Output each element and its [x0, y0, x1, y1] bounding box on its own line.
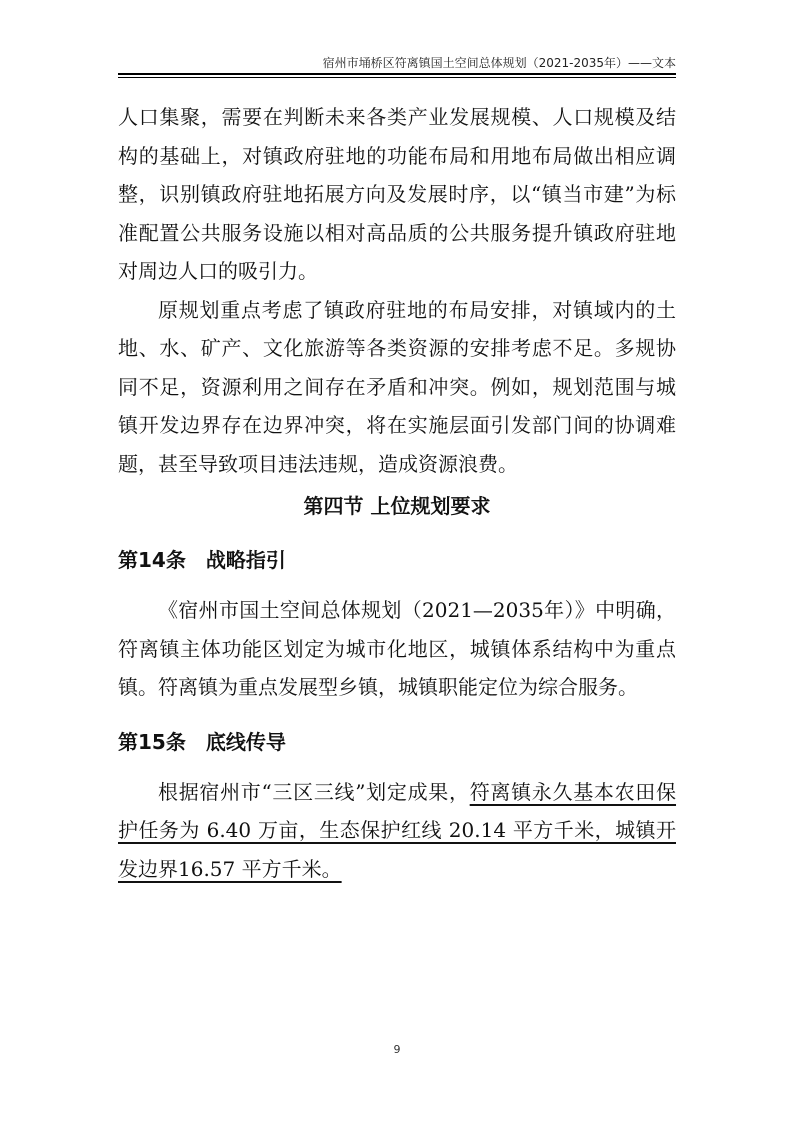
header-rule-thin: [118, 77, 676, 78]
document-body: [118, 98, 676, 888]
header-title: 宿州市埇桥区符离镇国土空间总体规划（2021-2035年）——文本: [322, 56, 676, 70]
paragraph-population: 人口集聚，需要在判断未来各类产业发展规模、人口规模及结构的基础上，对镇政府驻地的功能布局和用地布局做出相应调整，识别镇政府驻地拓展方向及发展时序，以“镇当市建”为标准配置公共服务设施以相对高品质的公共服务提升镇政府驻地对周边人口的吸引力。: [118, 105, 676, 283]
article-15-number: 第15条: [118, 729, 186, 754]
article-14-body: 《宿州市国土空间总体规划（2021—2035年）》中明确，符离镇主体功能区划定为城市化地区，城镇体系结构中为重点镇。符离镇为重点发展型乡镇，城镇职能定位为综合服务。: [118, 598, 676, 699]
article-15-heading: [118, 723, 676, 761]
article-15-title: 底线传导: [205, 729, 286, 754]
section-title: 第四节 上位规划要求: [303, 494, 491, 518]
article-15-body-lead: 根据宿州市“三区三线”划定成果，: [158, 779, 470, 804]
article-14-heading: [118, 541, 676, 579]
article-15-body: [118, 773, 676, 889]
paragraph-original-plan: 原规划重点考虑了镇政府驻地的布局安排，对镇域内的土地、水、矿产、文化旅游等各类资源的安排考虑不足。多规协同不足，资源利用之间存在矛盾和冲突。例如，规划范围与城镇开发边界存在边界冲突，将在实施层面引发部门间的协调难题，甚至导致项目违法违规，造成资源浪费。: [118, 297, 676, 476]
article-14-title: 战略指引: [205, 548, 286, 572]
article-14-number: 第14条: [118, 548, 186, 572]
header-rule-thick: [118, 73, 676, 75]
article-15-body-underlined: 符离镇永久基本农田保护任务为 6.40 万亩，生态保护红线 20.14 平方千米，城镇开发边界16.57 平方千米。: [118, 779, 677, 881]
page-number: 9: [393, 1043, 401, 1056]
